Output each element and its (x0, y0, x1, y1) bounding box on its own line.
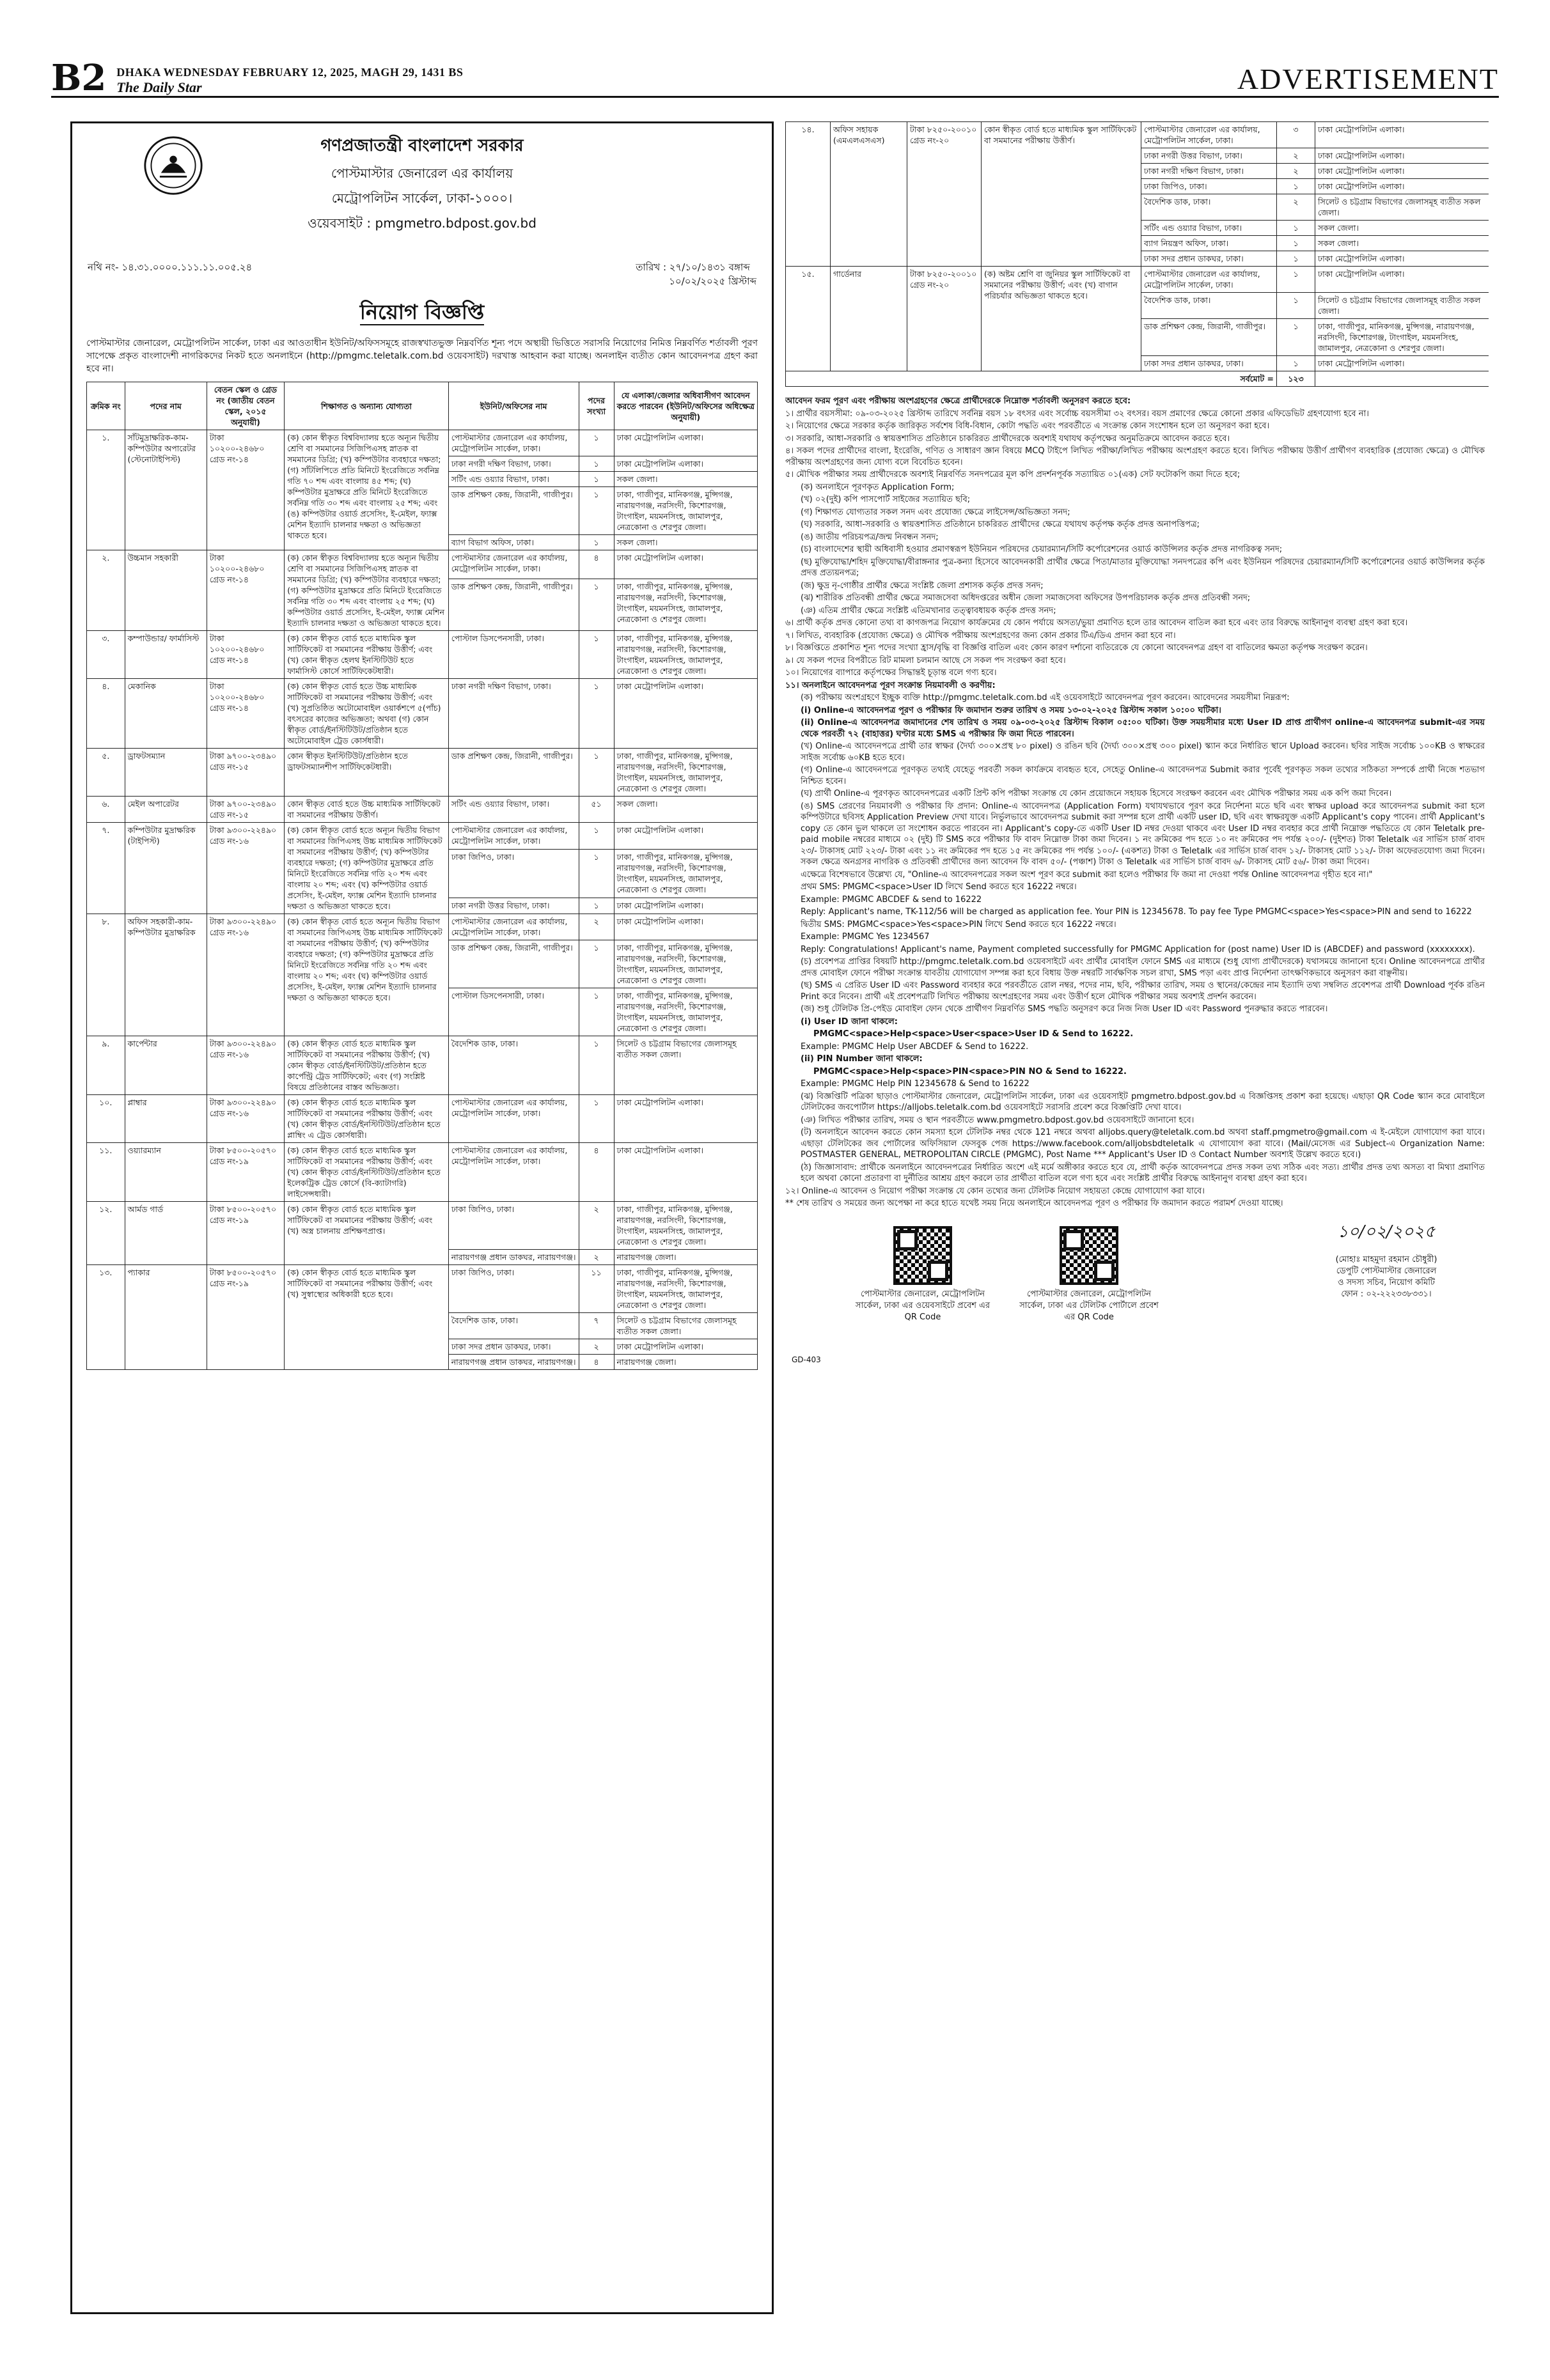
unit-name: ব্যাগ বিভাগ অফিস, ঢাকা। (448, 535, 579, 550)
post-count: ১ (579, 849, 614, 898)
condition-item: ৭। লিখিত, ব্যবহারিক (প্রযোজ্য ক্ষেত্রে) ও মৌখিক পরীক্ষায় অংশগ্রহণের জন্য কোন প্রকার টিএ/ডিএ প্রদান করা হবে না। (785, 630, 1176, 641)
post-name: সাঁটমুদ্রাক্ষরিক-কাম-কম্পিউটার অপারেটর (স্টেনোটাইপিস্ট) (125, 430, 207, 550)
signer-phone: ফোন : ০২-২২২৩৩৮৩৩১। (1341, 1289, 1432, 1299)
condition-item: (ঞ) এতিম প্রার্থীর ক্ষেত্রে সংশ্লিষ্ট এতিমখানার তত্ত্বাবধায়ক কর্তৃক প্রদত্ত সনদ; (801, 605, 1056, 616)
eligible-area: সিলেট ও চট্টগ্রাম বিভাগের জেলাসমূহ ব্যতীত সকল জেলা। (614, 1313, 757, 1339)
unit-name: পোস্টমাস্টার জেনারেল এর কার্যালয়, মেট্রোপলিটন সার্কেল, ঢাকা। (1141, 267, 1277, 293)
post-count: ১ (579, 823, 614, 850)
qualification: (ক) কোন স্বীকৃত বোর্ড হতে অন্যূন দ্বিতীয় বিভাগ বা সমমানের জিপিএসহ উচ্চ মাধ্যমিক সার্টিফিকেট বা সমমানের পরীক্ষায় উত্তীর্ণ; (খ) কম্পিউটার ব্যবহারে দক্ষতা; (গ) কম্পিউটার মুদ্রাক্ষরে প্রতি মিনিটে ইংরেজিতে সর্বনিম্ন গতি ২০ শব্দ এবং বাংলায় ২০ শব্দ; এবং (ঘ) কম্পিউটার ওয়ার্ড প্রসেসিং, ই-মেইল, ফ্যাক্স মেশিন ইত্যাদি চালনার দক্ষতা ও অভিজ্ঞতা থাকতে হবে। (285, 823, 449, 914)
unit-name: ঢাকা জিপিও, ঢাকা। (448, 1265, 579, 1313)
notice-intro: পোস্টমাস্টার জেনারেল, মেট্রোপলিটন সার্কেল, ঢাকা এর আওতাধীন ইউনিট/অফিসসমূহে রাজস্বখাতভুক্ত নিম্নবর্ণিত শূন্য পদে অস্থায়ী ভিত্তিতে সরাসরি নিয়োগের নিমিত্ত নিম্নবর্ণিত শর্তাবলী পূরণ সাপেক্ষে প্রকৃত বাংলাদেশী নাগরিকদের নিকট হতে অনলাইনে (http://pmgmc.teletalk.com.bd ওয়েবসাইট) দরখাস্ত আহবান করা যাচ্ছে। অনলাইন ব্যতীত কোন আবেদনপত্র গ্রহণ করা হবে না। (86, 338, 758, 374)
masthead-meta (116, 66, 463, 96)
eligible-area: ঢাকা, গাজীপুর, মানিকগঞ্জ, মুন্সিগঞ্জ, নারায়ণগঞ্জ, নরসিংদী, কিশোরগঞ্জ, টাংগাইল, ময়মনসিংহ, জামালপুর, নেত্রকোনা ও শেরপুর জেলা। (614, 579, 757, 630)
post-count: ১ (579, 749, 614, 797)
condition-item: (চ) বাংলাদেশের স্থায়ী অধিবাসী হওয়ার প্রমাণস্বরূপ ইউনিয়ন পরিষদের চেয়ারম্যান/সিটি কর্পোরেশনের ওয়ার্ড কাউন্সিলর কর্তৃক প্রদত্ত নাগরিকত্ব সনদ; (801, 545, 1283, 554)
gd-number: GD-403 (792, 1355, 821, 1364)
post-name: ওয়্যারম্যান (125, 1143, 207, 1202)
qualification: (ক) কোন স্বীকৃত বোর্ড হতে মাধ্যমিক স্কুল সার্টিফিকেট বা সমমানের পরীক্ষায় উত্তীর্ণ; এবং (খ) অস্ত্র চালনায় প্রশিক্ষণপ্রাপ্ত। (285, 1202, 449, 1265)
signer-name: (মোহাঃ মাহমুদা রহমান চৌধুরী) (1335, 1254, 1437, 1264)
signer-role: ও সদস্য সচিব, নিয়োগ কমিটি (1337, 1277, 1436, 1287)
eligible-area: সকল জেলা। (1315, 221, 1489, 236)
eligible-area: ঢাকা মেট্রোপলিটন এলাকা। (614, 1339, 757, 1355)
unit-name: সর্টিং এন্ড ওয়্যার বিভাগ, ঢাকা। (448, 797, 579, 823)
issue-date: DHAKA WEDNESDAY FEBRUARY 12, 2025, MAGH 29, 1431 BS (116, 66, 464, 79)
condition-item: Example: PMGMC Help PIN 12345678 & Send to 16222 (801, 1079, 1029, 1089)
post-count: ১ (579, 535, 614, 550)
eligible-area: ঢাকা মেট্রোপলিটন এলাকা। (614, 456, 757, 472)
condition-item: (ঝ) শারীরিক প্রতিবন্ধী প্রার্থীর ক্ষেত্রে সমাজসেবা অধিদপ্তরের অধীন জেলা সমাজসেবা অফিসের উপপরিচালক কর্তৃক প্রদত্ত প্রতিবন্ধী সনদ; (801, 593, 1251, 603)
post-count: ১ (579, 1095, 614, 1143)
table-row (87, 1265, 758, 1313)
condition-item: (ক) পরীক্ষায় অংশগ্রহণে ইচ্ছুক ব্যক্তি http://pmgmc.teletalk.com.bd এই ওয়েবসাইটে আবেদনপত্র পূরণ করবেন। আবেদনের সময়সীমা নিম্নরূপ: (801, 693, 1290, 703)
eligible-area: সিলেট ও চট্টগ্রাম বিভাগের জেলাসমূহ ব্যতীত সকল জেলা। (1315, 293, 1489, 319)
qr-code-icon (893, 1226, 952, 1285)
reference-number: নথি নং- ১৪.৩১.০০০০.১১১.১১.০০৫.২৪ (88, 261, 253, 273)
jobs-table-continued (785, 121, 1489, 387)
post-count: ২ (1277, 164, 1315, 179)
unit-name: সর্টিং এন্ড ওয়্যার বিভাগ, ঢাকা। (448, 472, 579, 487)
condition-item: (ট) অনলাইনে আবেদন করতে কোন সমস্যা হলে টেলিটক নম্বর থেকে 121 নম্বরে অথবা alljobs.query@teletalk.com.bd অথবা staff.pmgmetro@gmail.com এ ই-মেইলে যোগাযোগ করা যাবে। এছাড়া টেলিটকের জব পোর্টালের অফিসিয়াল ফেসবুক পেজ https://www.facebook.com/alljobsbdteletalk এ যোগাযোগ করা যাবে। (Mail/মেসেজ এর Subject-এ Organization Name: POSTMASTER GENERAL, METROPOLITAN CIRCLE (PMGMC), Post Name *** Applicant's User ID ও Contact Number অবশ্যই উল্লেখ করতে হবে।) (801, 1128, 1485, 1160)
jobs-table (86, 382, 758, 1370)
page-number: B2 (51, 57, 107, 99)
condition-item: দ্বিতীয় SMS: PMGMC<space>Yes<space>PIN লিখে Send করতে হবে 16222 নম্বরে। (801, 919, 1116, 929)
eligible-area: ঢাকা মেট্রোপলিটন এলাকা। (614, 679, 757, 749)
circle-name: মেট্রোপলিটন সার্কেল, ঢাকা-১০০০। (331, 191, 513, 206)
condition-item: (ঘ) প্রার্থী Online-এ পূরণকৃত আবেদনপত্রের একটি প্রিন্ট কপি পরীক্ষা সংক্রান্ত যে কোন প্রয়োজনে সহায়ক হিসেবে সংরক্ষণ করবেন এবং মৌখিক পরীক্ষার সময় এক কপি জমা দিবেন। (801, 789, 1392, 798)
post-count: ১ (579, 1036, 614, 1095)
unit-name: ঢাকা জিপিও, ঢাকা। (1141, 179, 1277, 194)
notice-header (72, 123, 772, 260)
condition-item: প্রথম SMS: PMGMC<space>User ID লিখে Send করতে হবে 16222 নম্বরে। (801, 882, 1077, 892)
jobs-table-head (87, 382, 758, 430)
unit-name: ঢাকা নগরী উত্তর বিভাগ, ঢাকা। (448, 898, 579, 914)
serial-number: ২. (87, 550, 125, 631)
post-count: ১ (1277, 267, 1315, 293)
signature-block (1290, 1222, 1482, 1300)
unit-name: ঢাকা নগরী দক্ষিণ বিভাগ, ঢাকা। (448, 456, 579, 472)
government-emblem-icon (143, 135, 204, 196)
qualification: কোন স্বীকৃত ইনস্টিটিউট/প্রতিষ্ঠান হতে ড্রাফটসম্যানশীপ সার্টিফিকেটধারী। (285, 749, 449, 797)
post-name: কার্পেন্টার (125, 1036, 207, 1095)
total-value: ১২৩ (1277, 371, 1315, 387)
notice-dates (636, 260, 756, 288)
eligible-area: ঢাকা, গাজীপুর, মানিকগঞ্জ, মুন্সিগঞ্জ, নারায়ণগঞ্জ, নরসিংদী, কিশোরগঞ্জ, টাংগাইল, ময়মনসিংহ, জামালপুর, নেত্রকোনা ও শেরপুর জেলা। (614, 631, 757, 679)
post-count: ১ (579, 430, 614, 456)
post-count: ১ (579, 679, 614, 749)
post-name: প্যাকার (125, 1265, 207, 1370)
table-row (87, 430, 758, 456)
eligible-area: সকল জেলা। (1315, 236, 1489, 251)
post-count: ১ (1277, 356, 1315, 371)
post-name: কম্পিউটার মুদ্রাক্ষরিক (টাইপিস্ট) (125, 823, 207, 914)
condition-item: ৮। বিজ্ঞপ্তিতে প্রকাশিত শূন্য পদের সংখ্যা হ্রাস/বৃদ্ধি বা বিজ্ঞপ্তি বাতিল এবং কোন কারণ দর্শানো ব্যতিরেকে যে কোনো আবেদনপত্র গ্রহণ বা বাতিলের ক্ষমতা কর্তৃপক্ষ সংরক্ষণ করেন। (785, 643, 1368, 653)
post-name: গার্ডেনার (831, 267, 907, 371)
post-count: ৪ (579, 550, 614, 579)
column-header: শিক্ষাগত ও অন্যান্য যোগ্যতা (285, 382, 449, 430)
post-name: কম্পাউন্ডার/ ফার্মাসিস্ট (125, 631, 207, 679)
condition-item: আবেদন ফরম পূরণ এবং পরীক্ষায় অংশগ্রহণের ক্ষেত্রে প্রার্থীদেরকে নিম্নোক্ত শর্তাবলী অনুসরণ করতে হবে: (785, 396, 1131, 406)
column-header: যে এলাকা/জেলার অধিবাসীগণ আবেদন করতে পারবেন (ইউনিট/অফিসের অধিক্ষেত্র অনুযায়ী) (614, 382, 757, 430)
eligible-area: ঢাকা মেট্রোপলিটন এলাকা। (1315, 179, 1489, 194)
post-count: ৫১ (579, 797, 614, 823)
unit-name: ঢাকা নগরী দক্ষিণ বিভাগ, ঢাকা। (1141, 164, 1277, 179)
pay-scale: টাকা ১০২০০-২৪৬৮০ গ্রেড নং-১৪ (207, 679, 284, 749)
eligible-area: ঢাকা মেট্রোপলিটন এলাকা। (614, 550, 757, 579)
condition-item: PMGMC<space>Help<space>User<space>User ID & Send to 16222. (813, 1029, 1134, 1039)
notice-title: নিয়োগ বিজ্ঞপ্তি (359, 300, 485, 324)
eligible-area: ঢাকা মেট্রোপলিটন এলাকা। (614, 1143, 757, 1202)
condition-item: ৬। প্রার্থী কর্তৃক প্রদত্ত কোনো তথ্য বা কাগজপত্র নিয়োগ কার্যক্রমের যে কোন পর্যায়ে অসত্য/ভুয়া প্রমাণিত হলে তার আবেদন বাতিল করা হবে এবং তার বিরুদ্ধে আইনানুগ ব্যবস্থা গ্রহণ করা হবে। (785, 618, 1408, 628)
post-count: ১ (1277, 221, 1315, 236)
condition-item: ১০। নিয়োগের ব্যাপারে কর্তৃপক্ষের সিদ্ধান্তই চূড়ান্ত বলে গণ্য হবে। (785, 668, 997, 678)
condition-item: (ছ) মুক্তিযোদ্ধা/শহিদ মুক্তিযোদ্ধা/বীরাঙ্গনার পুত্র-কন্যা হিসেবে আবেদনকারী প্রার্থীর ক্ষেত্রে পিতা/মাতার মুক্তিযোদ্ধা সনদপত্রের কপি এবং ইউনিয়ন পরিষদের চেয়ারম্যান/সিটি কর্পোরেশনের ওয়ার্ড কাউন্সিলর কর্তৃক প্রদত্ত প্রত্যয়নপত্র; (801, 557, 1485, 578)
condition-item: (জ) শুধু টেলিটক প্রি-পেইড মোবাইল ফোন থেকে প্রার্থীগণ নিম্নবর্ণিত SMS পদ্ধতি অনুসরণ করে নিজ নিজ User ID এবং Password পুনরুদ্ধার করতে পারবেন। (801, 1004, 1328, 1014)
post-count: ২ (579, 1250, 614, 1265)
jobs-table-body (87, 430, 758, 1370)
unit-name: ঢাকা সদর প্রধান ডাকঘর, ঢাকা। (448, 1339, 579, 1355)
qualification: কোন স্বীকৃত বোর্ড হতে মাধ্যমিক স্কুল সার্টিফিকেট বা সমমানের পরীক্ষায় উত্তীর্ণ। (982, 122, 1141, 267)
serial-number: ৭. (87, 823, 125, 914)
table-row (87, 1143, 758, 1202)
table-row (87, 679, 758, 749)
unit-name: সর্টিং এন্ড ওয়্যার বিভাগ, ঢাকা। (1141, 221, 1277, 236)
post-name: প্লাম্বার (125, 1095, 207, 1143)
condition-item: (i) Online-এ আবেদনপত্র পূরণ ও পরীক্ষার ফি জমাদান শুরুর তারিখ ও সময় ১৩-০২-২০২৫ খ্রিস্টাব্দ সকাল ১০:০০ ঘটিকা। (801, 705, 1221, 715)
pay-scale: টাকা ৯৭০০-২৩৪৯০ গ্রেড নং-১৫ (207, 749, 284, 797)
unit-name: বৈদেশিক ডাক, ঢাকা। (448, 1036, 579, 1095)
condition-item: ৯। যে সকল পদের বিপরীতে রিট মামলা চলমান আছে সে সকল পদ সংরক্ষণ করা হবে। (785, 655, 1066, 665)
eligible-area: ঢাকা মেট্রোপলিটন এলাকা। (1315, 164, 1489, 179)
unit-name: ব্যাগ নিয়ন্ত্রণ অফিস, ঢাকা। (1141, 236, 1277, 251)
post-count: ১ (579, 456, 614, 472)
post-count: ১ (579, 940, 614, 988)
condition-item: (ঠ) জিজ্ঞাসাবাদ: প্রার্থীকে অনলাইনে আবেদনপত্রের নির্ধারিত অংশে এই মর্মে অঙ্গীকার করতে হবে যে, প্রার্থী কর্তৃক আবেদনপত্রে প্রদত্ত সকল তথ্য সঠিক এবং সত্য। প্রার্থীর প্রদত্ত তথ্য অসত্য বা মিথ্যা প্রমাণিত হলে অথবা কোনো প্রতারণা বা দুর্নীতির আশ্রয় গ্রহণ করলে তার প্রার্থীতা বাতিল বলে গণ্য হবে এবং সংশ্লিষ্ট প্রার্থীর বিরুদ্ধে আইনানুগ ব্যবস্থা গ্রহণ করা হবে। (801, 1162, 1485, 1183)
eligible-area: ঢাকা মেট্রোপলিটন এলাকা। (614, 430, 757, 456)
unit-name: বৈদেশিক ডাক, ঢাকা। (1141, 293, 1277, 319)
serial-number: ১৫. (786, 267, 831, 371)
date-label: তারিখ : (636, 261, 667, 273)
pay-scale: টাকা ৯৩০০-২২৪৯০ গ্রেড নং-১৬ (207, 823, 284, 914)
eligible-area: ঢাকা মেট্রোপলিটন এলাকা। (1315, 122, 1489, 148)
condition-item: ** শেষ তারিখ ও সময়ের জন্য অপেক্ষা না করে হাতে যথেষ্ট সময় নিয়ে অনলাইনে আবেদনপত্র পূরণ ও পরীক্ষার ফি জমাদান করতে পরামর্শ দেওয়া যাচ্ছে। (785, 1199, 1283, 1208)
pay-scale: টাকা ৯৩০০-২২৪৯০ গ্রেড নং-১৬ (207, 914, 284, 1036)
unit-name: ঢাকা সদর প্রধান ডাকঘর, ঢাকা। (1141, 356, 1277, 371)
qualification: (ক) কোন স্বীকৃত বোর্ড হতে মাধ্যমিক স্কুল সার্টিফিকেট বা সমমানের পরীক্ষায় উত্তীর্ণ; এবং (খ) কোন স্বীকৃত বোর্ড/ইনস্টিটিউট/প্রতিষ্ঠান হতে ইলেকট্রিক ট্রেড কোর্সে (বি-ক্যাটাগরি) লাইসেন্সধারী। (285, 1143, 449, 1202)
eligible-area: সকল জেলা। (614, 535, 757, 550)
unit-name: ডাক প্রশিক্ষণ কেন্দ্র, জিরানী, গাজীপুর। (448, 487, 579, 535)
unit-name: পোস্টাল ডিসপেনসারী, ঢাকা। (448, 631, 579, 679)
qualification: (ক) কোন স্বীকৃত বোর্ড হতে মাধ্যমিক স্কুল সার্টিফিকেট বা সমমানের পরীক্ষায় উত্তীর্ণ; এবং (খ) কোন স্বীকৃত বোর্ড/ইনস্টিটিউট/প্রতিষ্ঠান হতে প্লাম্বিং এ ট্রেড কোর্সধারী। (285, 1095, 449, 1143)
total-empty (1315, 371, 1489, 387)
date-gregorian: ১০/০২/২০২৫ খ্রিস্টাব্দ (669, 276, 756, 287)
condition-item: (খ) ০২(দুই) কপি পাসপোর্ট সাইজের সত্যায়িত ছবি; (801, 495, 971, 504)
eligible-area: সকল জেলা। (614, 797, 757, 823)
post-count: ১ (1277, 251, 1315, 267)
date-bangla: ২৭/১০/১৪৩১ বঙ্গাব্দ (669, 261, 750, 273)
government-name: গণপ্রজাতন্ত্রী বাংলাদেশ সরকার (320, 136, 524, 155)
newspaper-name: The Daily Star (116, 79, 202, 95)
post-count: ১ (579, 487, 614, 535)
qr-code-icon (1060, 1226, 1118, 1285)
post-name: আর্মড গার্ড (125, 1202, 207, 1265)
eligible-area: ঢাকা মেট্রোপলিটন এলাকা। (614, 914, 757, 940)
serial-number: ১৪. (786, 122, 831, 267)
condition-item: (জ) ক্ষুদ্র নৃ-গোষ্ঠীর প্রার্থীর ক্ষেত্রে সংশ্লিষ্ট জেলা প্রশাসক কর্তৃক প্রদত্ত সনদ; (801, 580, 1044, 591)
post-name: অফিস সহায়ক (এমএলএসএস) (831, 122, 907, 267)
jobs-table-wrap (72, 375, 772, 1370)
condition-item: ১। প্রার্থীর বয়সসীমা: ০৯-০৩-২০২৫ খ্রিস্টাব্দ তারিখে সর্বনিম্ন বয়স ১৮ বৎসর এবং সর্বোচ্চ বয়সসীমা ৩২ বৎসর। বয়স প্রমাণের ক্ষেত্রে কোনো প্রকার এফিডেভিট গ্রহণযোগ্য হবে না। (785, 408, 1369, 419)
table-row (87, 1202, 758, 1250)
column-header: পদের নাম (125, 382, 207, 430)
serial-number: ১১. (87, 1143, 125, 1202)
column-header: ইউনিট/অফিসের নাম (448, 382, 579, 430)
post-count: ১ (1277, 319, 1315, 356)
serial-number: ৮. (87, 914, 125, 1036)
unit-name: পোস্টমাস্টার জেনারেল এর কার্যালয়, মেট্রোপলিটন সার্কেল, ঢাকা। (448, 550, 579, 579)
table-row (786, 267, 1489, 293)
eligible-area: ঢাকা মেট্রোপলিটন এলাকা। (1315, 148, 1489, 164)
qr-website-caption: পোস্টমাস্টার জেনারেল, মেট্রোপলিটন সার্কেল, ঢাকা এর ওয়েবসাইটে প্রবেশ এর QR Code (855, 1289, 990, 1322)
condition-item: (ছ) SMS এ প্রেরিত User ID এবং Password ব্যবহার করে পরবর্তীতে রোল নম্বর, পদের নাম, ছবি, পরীক্ষার তারিখ, সময় ও স্থানের/কেন্দ্রের নাম ইত্যাদি তথ্য সম্বলিত প্রবেশপত্র প্রার্থী Download পূর্বক রঙিন Print করে নিবেন। প্রার্থী এই প্রবেশপত্রটি লিখিত পরীক্ষায় অংশগ্রহণের সময় এবং উত্তীর্ণ হলে মৌখিক পরীক্ষার সময় অবশ্যই প্রদর্শন করবেন। (801, 981, 1485, 1002)
condition-item: (খ) Online-এ আবেদনপত্রে প্রার্থী তার স্বাক্ষর (দৈর্ঘ্য ৩০০×প্রস্থ ৮০ pixel) ও রঙিন ছবি (দৈর্ঘ্য ৩০০×প্রস্থ ৩০০ pixel) স্ক্যান করে নির্ধারিত স্থানে Upload করবেন। ছবির সাইজ সর্বোচ্চ ১০০KB ও স্বাক্ষরের সাইজ সর্বোচ্চ ৬০KB হতে হবে। (801, 742, 1485, 763)
signer-title: ডেপুটি পোস্টমাস্টার জেনারেল (1336, 1266, 1437, 1276)
post-count: ২ (1277, 194, 1315, 221)
post-count: ১১ (579, 1265, 614, 1313)
table-row (87, 823, 758, 850)
eligible-area: ঢাকা মেট্রোপলিটন এলাকা। (614, 1095, 757, 1143)
condition-item: ২। নিয়োগের ক্ষেত্রে সরকার কর্তৃক জারিকৃত সর্বশেষ বিধি-বিধান, কোটা পদ্ধতি এবং পরবর্তীতে এ সংক্রান্ত কোন সংশোধন হলে তা অনুসরণ করা হবে। (785, 421, 1270, 431)
serial-number: ৩. (87, 631, 125, 679)
post-name: মেকানিক (125, 679, 207, 749)
pay-scale: টাকা ১০২০০-২৪৬৮০ গ্রেড নং-১৪ (207, 430, 284, 550)
pay-scale: টাকা ১০২০০-২৪৬৮০ গ্রেড নং-১৪ (207, 550, 284, 631)
post-count: ২ (579, 914, 614, 940)
qr-website-box (849, 1226, 996, 1323)
eligible-area: সকল জেলা। (614, 472, 757, 487)
table-row (87, 1095, 758, 1143)
notice-left-column (70, 121, 774, 2314)
signature-date: ১০/০২/২০২৫ (1337, 1222, 1436, 1241)
column-header: পদের সংখ্যা (579, 382, 614, 430)
pay-scale: টাকা ৯৩০০-২২৪৯০ গ্রেড নং-১৬ (207, 1095, 284, 1143)
eligible-area: ঢাকা, গাজীপুর, মানিকগঞ্জ, মুন্সিগঞ্জ, নারায়ণগঞ্জ, নরসিংদী, কিশোরগঞ্জ, টাংগাইল, ময়মনসিংহ, জামালপুর, নেত্রকোনা ও শেরপুর জেলা। (614, 1202, 757, 1250)
unit-name: পোস্টমাস্টার জেনারেল এর কার্যালয়, মেট্রোপলিটন সার্কেল, ঢাকা। (448, 1095, 579, 1143)
pay-scale: টাকা ৮৫০০-২০৫৭০ গ্রেড নং-১৯ (207, 1143, 284, 1202)
notice-title-wrap (72, 296, 772, 331)
condition-item: (গ) শিক্ষাগত যোগ্যতার সকল সনদ এবং প্রযোজ্য ক্ষেত্রে লাইসেন্স/অভিজ্ঞতা সনদ; (801, 507, 1070, 517)
qualification: (ক) কোন স্বীকৃত বোর্ড হতে মাধ্যমিক স্কুল সার্টিফিকেট বা সমমানের পরীক্ষায় উত্তীর্ণ; এবং (খ) সুস্বাস্থ্যের অধিকারী হতে হবে। (285, 1265, 449, 1370)
notice-right-column (785, 121, 1489, 2327)
eligible-area: ঢাকা মেট্রোপলিটন এলাকা। (1315, 251, 1489, 267)
eligible-area: ঢাকা, গাজীপুর, মানিকগঞ্জ, মুন্সিগঞ্জ, নারায়ণগঞ্জ, নরসিংদী, কিশোরগঞ্জ, টাংগাইল, ময়মনসিংহ, জামালপুর, নেত্রকোনা ও শেরপুর জেলা। (614, 487, 757, 535)
table-row (87, 1036, 758, 1095)
post-name: অফিস সহকারী-কাম-কম্পিউটার মুদ্রাক্ষরিক (125, 914, 207, 1036)
condition-item: (ii) PIN Number জানা থাকলে: (801, 1054, 923, 1064)
qualification: (ক) কোন স্বীকৃত বোর্ড হতে উচ্চ মাধ্যমিক সার্টিফিকেট বা সমমানের পরীক্ষায় উত্তীর্ণ; এবং (খ) সুপ্রতিষ্ঠিত অটোমোবাইল ওয়ার্কশপে ৫(পাঁচ) বৎসরের কাজের অভিজ্ঞতা; অথবা (গ) কোন স্বীকৃত বোর্ড/ইনস্টিটিউট/প্রতিষ্ঠান হতে অটোমোবাইল ট্রেড কোর্সধারী। (285, 679, 449, 749)
eligible-area: ঢাকা, গাজীপুর, মানিকগঞ্জ, মুন্সিগঞ্জ, নারায়ণগঞ্জ, নরসিংদী, কিশোরগঞ্জ, টাংগাইল, ময়মনসিংহ, জামালপুর, নেত্রকোনা ও শেরপুর জেলা। (614, 988, 757, 1036)
pay-scale: টাকা ৮৫০০-২০৫৭০ গ্রেড নং-১৯ (207, 1265, 284, 1370)
eligible-area: ঢাকা মেট্রোপলিটন এলাকা। (614, 823, 757, 850)
qr-teletalk-box (1015, 1226, 1162, 1323)
post-count: ২ (579, 1339, 614, 1355)
pay-scale: টাকা ৮২৫০-২০০১০ গ্রেড নং-২০ (907, 122, 982, 267)
post-count: ১ (1277, 179, 1315, 194)
unit-name: পোস্টমাস্টার জেনারেল এর কার্যালয়, মেট্রোপলিটন সার্কেল, ঢাকা। (448, 914, 579, 940)
post-name: মেইল অপারেটর (125, 797, 207, 823)
condition-item: ৩। সরকারি, আধা-সরকারি ও স্বায়ত্তশাসিত প্রতিষ্ঠানে চাকরিরত প্রার্থীদেরকে অবশ্যই যথাযথ কর্তৃপক্ষের অনুমতিক্রমে আবেদন করতে হবে। (785, 433, 1230, 444)
unit-name: পোস্টমাস্টার জেনারেল এর কার্যালয়, মেট্রোপলিটন সার্কেল, ঢাকা। (1141, 122, 1277, 148)
eligible-area: নারায়ণগঞ্জ জেলা। (614, 1250, 757, 1265)
condition-item: ৪। সকল পদের প্রার্থীদের বাংলা, ইংরেজি, গণিত ও সাধারণ জ্ঞান বিষয়ে MCQ টাইপে লিখিত পরীক্ষা/লিখিত পরীক্ষায় অংশগ্রহণ করতে হবে। লিখিত পরীক্ষায় উত্তীর্ণ প্রার্থীগণ ব্যবহারিক (প্রযোজ্য ক্ষেত্রে) ও মৌখিক পরীক্ষায় অংশগ্রহণের জন্য যোগ্য বলে বিবেচিত হবেন। (785, 446, 1485, 467)
unit-name: ঢাকা জিপিও, ঢাকা। (448, 1202, 579, 1250)
post-count: ২ (579, 1202, 614, 1250)
condition-item: (ক) অনলাইনে পূরণকৃত Application Form; (801, 482, 955, 492)
condition-item: Reply: Applicant's name, TK-112/56 will be charged as application fee. Your PIN is 12345678. To pay fee Type PMGMC<space>Yes<space>PIN and send to 16222 (801, 907, 1472, 917)
unit-name: ডাক প্রশিক্ষণ কেন্দ্র, জিরানী, গাজীপুর। (448, 579, 579, 630)
section-title: ADVERTISEMENT (1237, 63, 1499, 95)
total-label: সর্বমোট = (786, 371, 1277, 387)
unit-name: ঢাকা নগরী উত্তর বিভাগ, ঢাকা। (1141, 148, 1277, 164)
unit-name: পোস্টমাস্টার জেনারেল এর কার্যালয়, মেট্রোপলিটন সার্কেল, ঢাকা। (448, 1143, 579, 1202)
condition-item: (ঘ) সরকারি, আধা-সরকারি ও স্বায়ত্তশাসিত প্রতিষ্ঠানে চাকরিরত প্রার্থীদের ক্ষেত্রে যথাযথ কর্তৃপক্ষ কর্তৃক প্রদত্ত অনাপত্তিপত্র; (801, 520, 1200, 529)
unit-name: বৈদেশিক ডাক, ঢাকা। (1141, 194, 1277, 221)
reference-row (72, 260, 772, 288)
eligible-area: ঢাকা, গাজীপুর, মানিকগঞ্জ, মুন্সিগঞ্জ, নারায়ণগঞ্জ, নরসিংদী, কিশোরগঞ্জ, টাংগাইল, ময়মনসিংহ, জামালপুর, নেত্রকোনা ও শেরপুর জেলা। (614, 940, 757, 988)
table-row (87, 749, 758, 797)
post-count: ১ (1277, 293, 1315, 319)
qualification: (ক) কোন স্বীকৃত বোর্ড হতে মাধ্যমিক স্কুল সার্টিফিকেট বা সমমানের পরীক্ষায় উত্তীর্ণ; (খ) কোন স্বীকৃত বোর্ড/ইনস্টিটিউট/প্রতিষ্ঠান হতে কার্পেন্ট্রি ট্রেড সার্টিফিকেট; এবং (গ) সংশ্লিষ্ট বিষয়ে প্রতিষ্ঠানের বাস্তব অভিজ্ঞতা। (285, 1036, 449, 1095)
serial-number: ১২. (87, 1202, 125, 1265)
post-count: ৪ (579, 1143, 614, 1202)
unit-name: পোস্টাল ডিসপেনসারী, ঢাকা। (448, 988, 579, 1036)
unit-name: ডাক প্রশিক্ষণ কেন্দ্র, জিরানী, গাজীপুর। (448, 940, 579, 988)
condition-item: ১১। অনলাইনে আবেদনপত্র পূরণ সংক্রান্ত নিয়মাবলী ও করণীয়: (785, 680, 996, 690)
unit-name: নারায়ণগঞ্জ প্রধান ডাকঘর, নারায়ণগঞ্জ। (448, 1250, 579, 1265)
qualification: (ক) কোন স্বীকৃত বিশ্ববিদ্যালয় হতে অন্যূন দ্বিতীয় শ্রেণি বা সমমানের সিজিপিএসহ স্নাতক বা সমমানের ডিগ্রি; (খ) কম্পিউটার ব্যবহারে দক্ষতা; (গ) সাঁটলিপিতে প্রতি মিনিটে ইংরেজিতে সর্বনিম্ন গতি ৭০ শব্দ এবং বাংলায় ৪৫ শব্দ; (ঘ) কম্পিউটার মুদ্রাক্ষরে প্রতি মিনিটে ইংরেজিতে সর্বনিম্ন গতি ৩০ শব্দ এবং বাংলায় ২৫ শব্দ; এবং (ঙ) কম্পিউটার ওয়ার্ড প্রসেসিং, ই-মেইল, ফ্যাক্স মেশিন ইত্যাদি চালনার দক্ষতা ও অভিজ্ঞতা থাকতে হবে। (285, 430, 449, 550)
qualification: (ক) অষ্টম শ্রেণি বা জুনিয়র স্কুল সার্টিফিকেট বা সমমানের পরীক্ষায় উত্তীর্ণ; এবং (খ) বাগান পরিচর্যার অভিজ্ঞতা থাকতে হবে। (982, 267, 1141, 371)
condition-item: PMGMC<space>Help<space>PIN<space>PIN NO & Send to 16222. (813, 1066, 1127, 1077)
masthead (51, 51, 1499, 98)
post-name: উচ্চমান সহকারী (125, 550, 207, 631)
post-count: ১ (579, 988, 614, 1036)
eligible-area: ঢাকা মেট্রোপলিটন এলাকা। (1315, 267, 1489, 293)
condition-item: Reply: Congratulations! Applicant's name, Payment completed successfully for PMGMC Application for (post name) User ID is (ABCDEF) and password (xxxxxxxx). (801, 944, 1475, 954)
condition-item: (গ) Online-এ আবেদনপত্রে পূরণকৃত তথ্যই যেহেতু পরবর্তী সকল কার্যক্রমে ব্যবহৃত হবে, সেহেতু Online-এ আবেদনপত্র Submit করার পূর্বেই পূরণকৃত সকল তথ্যের সঠিকতা সম্পর্কে প্রার্থী নিজে শতভাগ নিশ্চিত হবেন। (801, 765, 1485, 786)
qualification: কোন স্বীকৃত বোর্ড হতে উচ্চ মাধ্যমিক সার্টিফিকেট বা সমমানের পরীক্ষায় উত্তীর্ণ। (285, 797, 449, 823)
qualification: (ক) কোন স্বীকৃত বিশ্ববিদ্যালয় হতে অন্যূন দ্বিতীয় শ্রেণি বা সমমানের সিজিপিএসহ স্নাতক বা সমমানের ডিগ্রি; (খ) কম্পিউটার ব্যবহারে দক্ষতা; (গ) কম্পিউটার মুদ্রাক্ষরে প্রতি মিনিটে ইংরেজিতে সর্বনিম্ন গতি ৩০ শব্দ এবং বাংলায় ২৫ শব্দ; (ঘ) কম্পিউটার ওয়ার্ড প্রসেসিং, ই-মেইল, ফ্যাক্স মেশিন ইত্যাদি চালনার দক্ষতা ও অভিজ্ঞতা থাকতে হবে। (285, 550, 449, 631)
eligible-area: সিলেট ও চট্টগ্রাম বিভাগের জেলাসমূহ ব্যতীত সকল জেলা। (1315, 194, 1489, 221)
serial-number: ১৩. (87, 1265, 125, 1370)
qr-teletalk-caption: পোস্টমাস্টার জেনারেল, মেট্রোপলিটন সার্কেল, ঢাকা এর টেলিটক পোর্টালে প্রবেশ এর QR Code (1019, 1289, 1159, 1322)
eligible-area: ঢাকা, গাজীপুর, মানিকগঞ্জ, মুন্সিগঞ্জ, নারায়ণগঞ্জ, নরসিংদী, কিশোরগঞ্জ, টাংগাইল, ময়মনসিংহ, জামালপুর, নেত্রকোনা ও শেরপুর জেলা। (614, 849, 757, 898)
condition-item: এক্ষেত্রে বিশেষভাবে উল্লেখ্য যে, "Online-এ আবেদনপত্রের সকল অংশ পূরণ করে submit করা হলেও পরীক্ষার ফি জমা না দেওয়া পর্যন্ত Online আবেদনপত্র গৃহীত হবে না।" (801, 869, 1373, 880)
serial-number: ৯. (87, 1036, 125, 1095)
post-count: ৪ (579, 1355, 614, 1370)
unit-name: পোস্টমাস্টার জেনারেল এর কার্যালয়, মেট্রোপলিটন সার্কেল, ঢাকা। (448, 430, 579, 456)
office-name: পোস্টমাস্টার জেনারেল এর কার্যালয় (331, 166, 513, 181)
post-count: ১ (1277, 236, 1315, 251)
column-header: বেতন স্কেল ও গ্রেড নং (জাতীয় বেতন স্কেল, ২০১৫ অনুযায়ী) (207, 382, 284, 430)
eligible-area: ঢাকা, গাজীপুর, মানিকগঞ্জ, মুন্সিগঞ্জ, নারায়ণগঞ্জ, নরসিংদী, কিশোরগঞ্জ, টাংগাইল, ময়মনসিংহ, জামালপুর, নেত্রকোনা ও শেরপুর জেলা। (1315, 319, 1489, 356)
serial-number: ৫. (87, 749, 125, 797)
post-count: ৩ (1277, 122, 1315, 148)
serial-number: ৬. (87, 797, 125, 823)
serial-number: ৪. (87, 679, 125, 749)
unit-name: ডাক প্রশিক্ষণ কেন্দ্র, জিরানী, গাজীপুর। (448, 749, 579, 797)
condition-item: (ঙ) SMS প্রেরণের নিয়মাবলী ও পরীক্ষার ফি প্রদান: Online-এ আবেদনপত্র (Application Form) যথাযথভাবে পূরণ করে নির্দেশনা মতে ছবি এবং স্বাক্ষর upload করে আবেদনপত্র submit করা হলে কম্পিউটারে ছবিসহ Application Preview দেখা যাবে। নির্ভুলভাবে আবেদনপত্র submit করা সম্পন্ন হলে প্রার্থী একটি user ID, ছবি এবং স্বাক্ষরযুক্ত একটি Applicant's copy পাবেন। প্রার্থী Applicant's copy তে কোন ভুল থাকলে তা সংশোধন করতে পারবেন না। Applicant's copy-তে একটি User ID নম্বর দেওয়া থাকবে এবং User ID নম্বর ব্যবহার করে প্রার্থী নিম্নোক্ত পদ্ধতিতে যে কোন Teletalk pre-paid mobile নম্বরের মাধ্যমে ০২ (দুই) টি SMS করে পরীক্ষার ফি বাবদ নিম্নোক্ত টাকা জমা দিবেন। ১ নং ক্রমিকের পদ হতে ১০ নং ক্রমিকের পদ পর্যন্ত ২০০/- (দুইশত) টাকা Teletalk এর সার্ভিস চার্জ বাবদ ২৩/- টাকাসহ মোট ২২৩/- টাকা এবং ১১ নং ক্রমিকের পদ হতে ১৫ নং ক্রমিকের পদ পর্যন্ত ১০০/- (একশত) টাকা ও Teletalk এর সার্ভিস চার্জ বাবদ ১২/- টাকাসহ মোট ১১২/- টাকা অফেরতযোগ্য জমা দিবেন। সকল ক্ষেত্রে অনগ্রসর নাগরিক ও প্রতিবন্ধী প্রার্থীদের জন্য আবেদন ফি বাবদ ৫০/- (পঞ্চাশ) টাকা ও Teletalk এর সার্ভিস চার্জ বাবদ ৬/- টাকাসহ মোট ৫৬/- টাকা জমা দিবেন। (801, 801, 1485, 867)
conditions-list (785, 396, 1489, 1209)
condition-item: ১২। Online-এ আবেদন ও নিয়োগ পরীক্ষা সংক্রান্ত যে কোন তথ্যের জন্য টেলিটক নিয়োগ সহায়তা কেন্দ্রে যোগাযোগ করা যাবে। (785, 1186, 1205, 1196)
pay-scale: টাকা ১০২০০-২৪৬৮০ গ্রেড নং-১৪ (207, 631, 284, 679)
post-count: ১ (579, 472, 614, 487)
post-count: ২ (1277, 148, 1315, 164)
pay-scale: টাকা ৯৩০০-২২৪৯০ গ্রেড নং-১৬ (207, 1036, 284, 1095)
eligible-area: নারায়ণগঞ্জ জেলা। (614, 1355, 757, 1370)
notice-footer (785, 1222, 1489, 1364)
condition-item: ৫। মৌখিক পরীক্ষার সময় প্রার্থীদেরকে অবশ্যই নিম্নবর্ণিত সনদপত্রের মূল কপি প্রদর্শনপূর্বক সত্যায়িত ০১(এক) সেট ফটোকপি জমা দিতে হবে; (785, 470, 1241, 479)
eligible-area: সিলেট ও চট্টগ্রাম বিভাগের জেলাসমূহ ব্যতীত সকল জেলা। (614, 1036, 757, 1095)
post-count: ৭ (579, 1313, 614, 1339)
condition-item: (চ) প্রবেশপত্র প্রাপ্তির বিষয়টি http://pmgmc.teletalk.com.bd ওয়েবসাইটে এবং প্রার্থীর মোবাইল ফোনে SMS এর মাধ্যমে (শুধু যোগ্য প্রার্থীদেরকে) যথাসময়ে জানানো হবে। Online আবেদনপত্রে প্রার্থীর প্রদত্ত মোবাইল ফোনে পরীক্ষা সংক্রান্ত যাবতীয় যোগাযোগ সম্পন্ন করা হবে বিধায় উক্ত নম্বরটি সার্বক্ষণিক সচল রাখা, SMS পড়া এবং প্রাপ্ত নির্দেশনা তাৎক্ষণিকভাবে অনুসরণ করা বাঞ্ছনীয়। (801, 957, 1485, 978)
eligible-area: ঢাকা, গাজীপুর, মানিকগঞ্জ, মুন্সিগঞ্জ, নারায়ণগঞ্জ, নরসিংদী, কিশোরগঞ্জ, টাংগাইল, ময়মনসিংহ, জামালপুর, নেত্রকোনা ও শেরপুর জেলা। (614, 749, 757, 797)
table-row (87, 914, 758, 940)
post-count: ১ (579, 631, 614, 679)
condition-item: (ii) Online-এ আবেদনপত্র জমাদানের শেষ তারিখ ও সময় ০৯-০৩-২০২৫ খ্রিস্টাব্দ বিকাল ০৫:০০ ঘটিকা। উক্ত সময়সীমার মধ্যে User ID প্রাপ্ত প্রার্থীগণ online-এ আবেদনপত্র submit-এর সময় থেকে পরবর্তী ৭২ (বাহাত্তর) ঘণ্টার মধ্যে SMS এ পরীক্ষার ফি জমা দিতে পারবেন। (801, 718, 1485, 739)
table-row (87, 797, 758, 823)
eligible-area: ঢাকা মেট্রোপলিটন এলাকা। (614, 898, 757, 914)
condition-item: (ঝ) বিজ্ঞপ্তিটি পত্রিকা ছাড়াও পোস্টমাস্টার জেনারেল, মেট্রোপলিটন সার্কেল, ঢাকা এর ওয়েবসাইট pmgmetro.bdpost.gov.bd এ বিজ্ঞপ্তিসহ প্রকাশ করা হয়েছে। এছাড়া QR Code স্ক্যান করে মোবাইলে টেলিটকের জবপোর্টাল https://alljobs.teletalk.com.bd ওয়েবসাইটে সরাসরি প্রবেশ করে বিজ্ঞপ্তিটি দেখা যাবে। (801, 1091, 1485, 1112)
unit-name: ডাক প্রশিক্ষণ কেন্দ্র, জিরানী, গাজীপুর। (1141, 319, 1277, 356)
condition-item: Example: PMGMC ABCDEF & send to 16222 (801, 894, 982, 905)
table-row (87, 550, 758, 579)
office-website: ওয়েবসাইট : pmgmetro.bdpost.gov.bd (308, 215, 536, 231)
table-row (87, 631, 758, 679)
total-row (786, 371, 1489, 387)
unit-name: ঢাকা সদর প্রধান ডাকঘর, ঢাকা। (1141, 251, 1277, 267)
unit-name: ঢাকা জিপিও, ঢাকা। (448, 849, 579, 898)
unit-name: পোস্টমাস্টার জেনারেল এর কার্যালয়, মেট্রোপলিটন সার্কেল, ঢাকা। (448, 823, 579, 850)
condition-item: (ঞ) লিখিত পরীক্ষার তারিখ, সময় ও স্থান পরবর্তীতে www.pmgmetro.bdpost.gov.bd ওয়েবসাইটে জানানো হবে। (801, 1115, 1194, 1125)
qualification: (ক) কোন স্বীকৃত বোর্ড হতে মাধ্যমিক স্কুল সার্টিফিকেট বা সমমানের পরীক্ষায় উত্তীর্ণ; এবং (খ) কোন স্বীকৃত হেলথ ইনস্টিটিউট হতে ফার্মাসিস্ট কোর্সে সার্টিফিকেটধারী। (285, 631, 449, 679)
qualification: (ক) কোন স্বীকৃত বোর্ড হতে অন্যূন দ্বিতীয় বিভাগ বা সমমানের জিপিএসহ উচ্চ মাধ্যমিক সার্টিফিকেট বা সমমানের পরীক্ষায় উত্তীর্ণ; (খ) কম্পিউটার ব্যবহারে দক্ষতা; (গ) কম্পিউটার মুদ্রাক্ষরে প্রতি মিনিটে ইংরেজিতে সর্বনিম্ন গতি ২০ শব্দ এবং বাংলায় ২০ শব্দ; এবং (ঘ) কম্পিউটার ওয়ার্ড প্রসেসিং, ই-মেইল, ফ্যাক্স মেশিন ইত্যাদি চালনার দক্ষতা ও অভিজ্ঞতা থাকতে হবে। (285, 914, 449, 1036)
unit-name: বৈদেশিক ডাক, ঢাকা। (448, 1313, 579, 1339)
pay-scale: টাকা ৯৭০০-২৩৪৯০ গ্রেড নং-১৫ (207, 797, 284, 823)
column-header: ক্রমিক নং (87, 382, 125, 430)
condition-item: (i) User ID জানা থাকলে: (801, 1016, 898, 1027)
post-count: ১ (579, 898, 614, 914)
eligible-area: ঢাকা, গাজীপুর, মানিকগঞ্জ, মুন্সিগঞ্জ, নারায়ণগঞ্জ, নরসিংদী, কিশোরগঞ্জ, টাংগাইল, ময়মনসিংহ, জামালপুর, নেত্রকোনা ও শেরপুর জেলা। (614, 1265, 757, 1313)
serial-number: ১০. (87, 1095, 125, 1143)
post-count: ১ (579, 579, 614, 630)
condition-item: Example: PMGMC Yes 1234567 (801, 932, 930, 942)
table-row (786, 122, 1489, 148)
pay-scale: টাকা ৮২৫০-২০০১০ গ্রেড নং-২০ (907, 267, 982, 371)
unit-name: নারায়ণগঞ্জ প্রধান ডাকঘর, নারায়ণগঞ্জ। (448, 1355, 579, 1370)
eligible-area: ঢাকা মেট্রোপলিটন এলাকা। (1315, 356, 1489, 371)
post-name: ড্রাফটসম্যান (125, 749, 207, 797)
condition-item: (ঙ) জাতীয় পরিচয়পত্র/জন্ম নিবন্ধন সনদ; (801, 532, 939, 542)
condition-item: Example: PMGMC Help User ABCDEF & Send to 16222. (801, 1041, 1029, 1052)
pay-scale: টাকা ৮৫০০-২০৫৭০ গ্রেড নং-১৯ (207, 1202, 284, 1265)
jobs-table-continued-body (786, 122, 1489, 387)
serial-number: ১. (87, 430, 125, 550)
unit-name: ঢাকা নগরী দক্ষিণ বিভাগ, ঢাকা। (448, 679, 579, 749)
